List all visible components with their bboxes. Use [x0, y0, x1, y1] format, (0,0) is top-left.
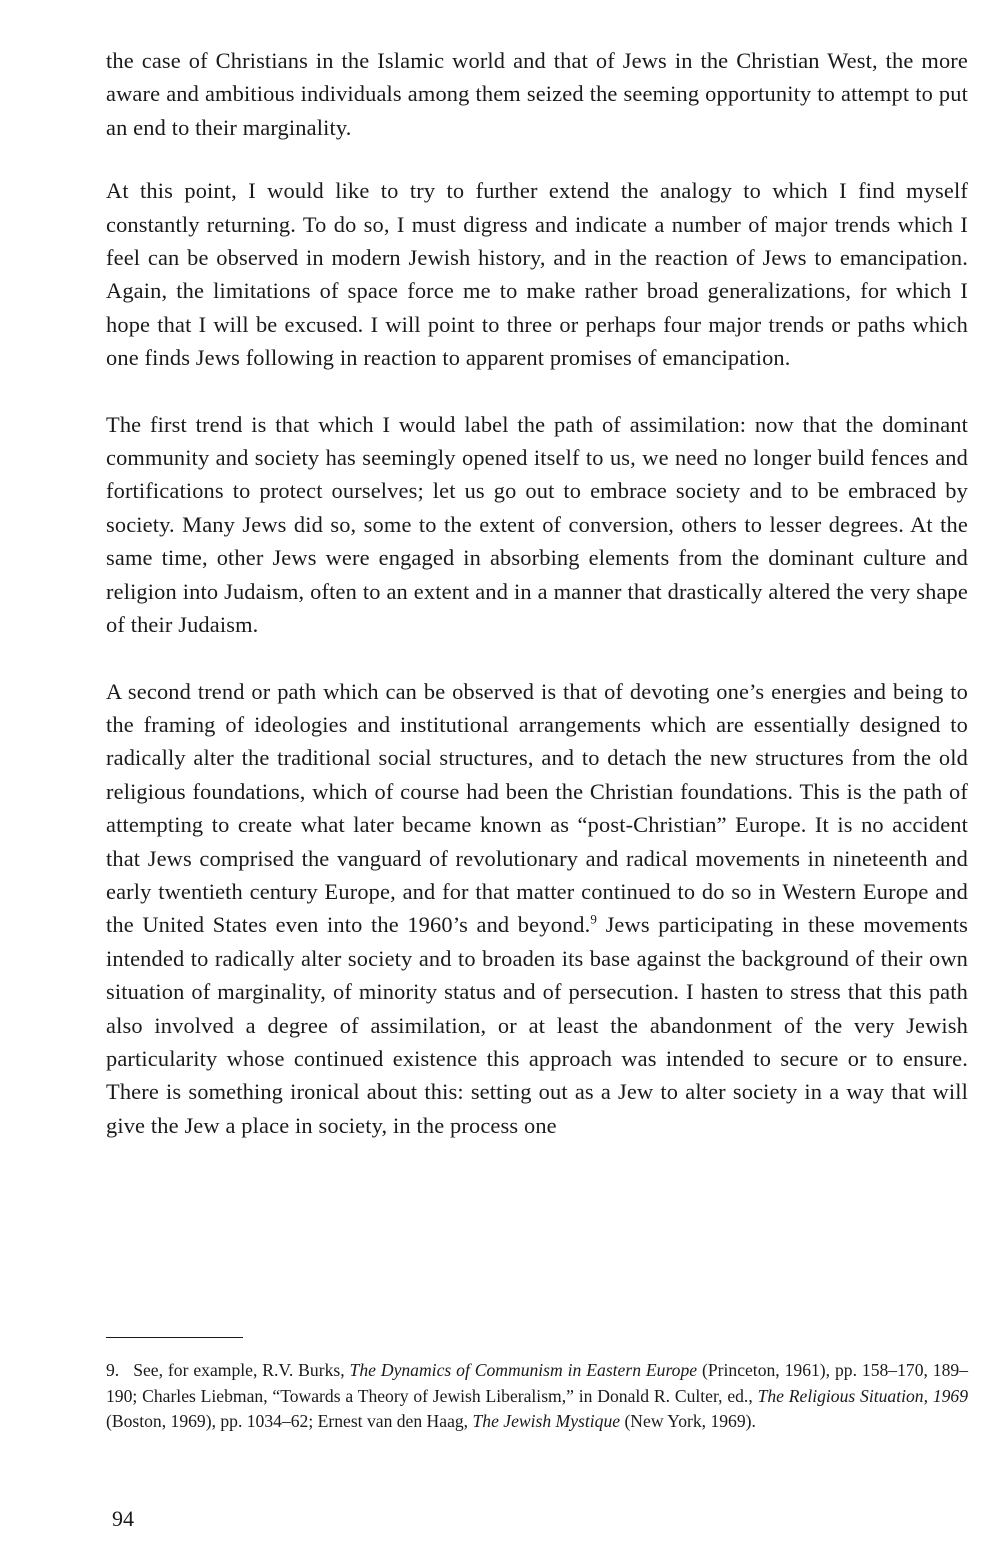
footnote-divider: [106, 1337, 243, 1338]
footnote-number: 9.: [106, 1360, 120, 1380]
footnote-title-1: The Dynamics of Communism in Eastern Europe: [349, 1360, 698, 1380]
page-number: 94: [112, 1506, 134, 1531]
footnote-text-1: See, for example, R.V. Burks,: [133, 1360, 350, 1380]
footnote-text-3: (Boston, 1969), pp. 1034–62; Ernest van den Haag,: [106, 1411, 473, 1431]
paragraph-4-part-2: Jews participating in these movements intended to radically alter society and to broaden its base against the background of their own situation of marginality, of minority status and of persecution. I hasten to stress that this path also involved a degree of assimilation, or at least the abandonment of the very Jewish particularity whose continued existence this approach was intended to secure or to ensure. There is something ironical about this: setting out as a Jew to alter society in a way that will give the Jew a place in society, in the process one: [106, 912, 968, 1138]
paragraph-2: At this point, I would like to try to further extend the analogy to which I find myself constantly returning. To do so, I must digress and indicate a number of major trends which I feel can be observed in modern Jewish history, and in the reaction of Jews to emancipation. Again, the limitations of space force me to make rather broad generalizations, for which I hope that I will be excused. I will point to three or perhaps four major trends or paths which one finds Jews following in reaction to apparent promises of emancipation.: [106, 178, 968, 371]
footnote-text-2: (Princeton, 1961), pp. 158–170, 189–190; Charles Liebman, “Towards a Theory of Jewish Liberalism,” in Donald R. Culter, ed.,: [106, 1360, 968, 1406]
paragraph-4: [106, 675, 968, 1143]
footnote-text-4: (New York, 1969).: [620, 1411, 756, 1431]
footnote-reference[interactable]: 9: [590, 911, 598, 927]
footnote-title-3: The Jewish Mystique: [472, 1411, 621, 1431]
paragraph-3: The first trend is that which I would label the path of assimilation: now that the dominant community and society has seemingly opened itself to us, we need no longer build fences and fortifications to protect ourselves; let us go out to embrace society and to be embraced by society. Many Jews did so, some to the extent of conversion, others to lesser degrees. At the same time, other Jews were engaged in absorbing elements from the dominant culture and religion into Judaism, often to an extent and in a manner that drastically altered the very shape of their Judaism.: [106, 411, 968, 638]
main-text: [106, 44, 968, 1175]
footnote-title-2: The Religious Situation, 1969: [757, 1385, 969, 1406]
paragraph-4-part-1: A second trend or path which can be observed is that of devoting one’s energies and being to the framing of ideologies and institutional arrangements which are essentially designed to radically alter the traditional social structures, and to detach the new structures from the old religious foundations, which of course had been the Christian foundations. This is the path of attempting to create what later became known as “post-Christian” Europe. It is no accident that Jews comprised the vanguard of revolutionary and radical movements in nineteenth and early twentieth century Europe, and for that matter continued to do so in Western Europe and the United States even into the 1960’s and beyond.: [106, 678, 968, 938]
paragraph-1: the case of Christians in the Islamic world and that of Jews in the Christian West, the more aware and ambitious individuals among them seized the seeming opportunity to attempt to put an end to their marginality.: [106, 48, 968, 140]
footnote-9: [106, 1358, 968, 1435]
